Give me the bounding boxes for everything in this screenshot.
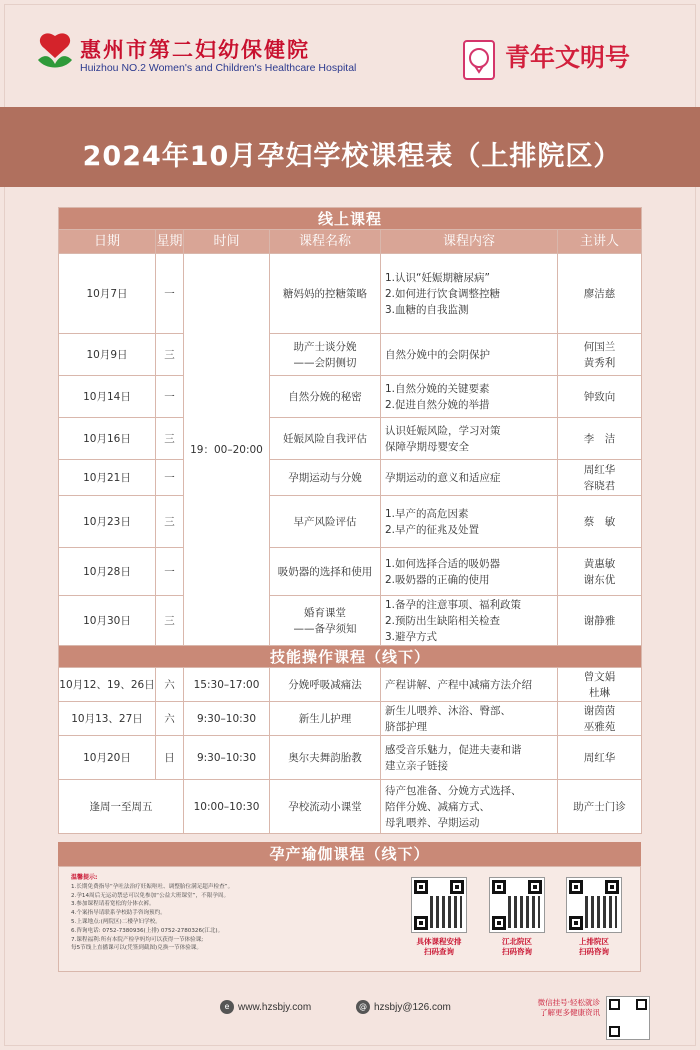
note-line: 每5节线上直播课可以(凭签到截图)兑换一节体验课。 bbox=[71, 945, 202, 952]
cell-line: 黄惠敏 bbox=[583, 557, 616, 570]
course-content-cell bbox=[381, 460, 558, 496]
cell-line: 3.血糖的自我监测 bbox=[385, 303, 469, 316]
brand-title: 青年文明号 bbox=[505, 43, 631, 72]
cell-line: 谢东优 bbox=[583, 573, 616, 586]
table-row bbox=[59, 668, 642, 702]
table-row bbox=[59, 780, 642, 834]
cell-line: 1.如何选择合适的吸奶器 bbox=[385, 557, 501, 570]
schedule-table bbox=[58, 207, 641, 834]
date-cell: 逢周一至周五 bbox=[59, 780, 184, 834]
cell-line: 助产士谈分娩 bbox=[293, 340, 357, 353]
weekday-cell: 三 bbox=[156, 496, 184, 548]
date-cell: 10月28日 bbox=[59, 548, 156, 596]
column-header: 课程名称 bbox=[270, 230, 381, 254]
note-line: 3.参加课程请着宽松的分体衣裤。 bbox=[71, 901, 155, 908]
wechat-qr-code[interactable] bbox=[606, 996, 650, 1040]
cell-line: 自然分娩的秘密 bbox=[288, 390, 362, 403]
speaker-cell bbox=[558, 702, 642, 736]
cell-line: 2.促进自然分娩的举措 bbox=[385, 398, 490, 411]
date-cell: 10月13、27日 bbox=[59, 702, 156, 736]
offline-rows bbox=[59, 668, 642, 834]
table-row bbox=[59, 736, 642, 780]
note-line: 1.长期免费指导“孕吐法治疗妊娠呕吐、调整胎位满足超声检查”。 bbox=[71, 883, 234, 890]
table-row bbox=[59, 702, 642, 736]
wechat-text: 微信挂号·轻松就诊 了解更多健康资讯 bbox=[537, 998, 600, 1017]
column-header: 时间 bbox=[184, 230, 270, 254]
weekday-cell: 日 bbox=[156, 736, 184, 780]
weekday-cell: 六 bbox=[156, 702, 184, 736]
speaker-cell bbox=[558, 334, 642, 376]
speaker-cell bbox=[558, 496, 642, 548]
note-line: 5.上课地点:(两院区)二楼孕妇学校。 bbox=[71, 918, 161, 925]
cell-line: ——会阴侧切 bbox=[293, 356, 357, 369]
time-cell: 9:30–10:30 bbox=[184, 702, 270, 736]
course-content-cell bbox=[381, 702, 558, 736]
notes-panel bbox=[58, 866, 641, 972]
cell-line: 1.备孕的注意事项、福利政策 bbox=[385, 598, 522, 611]
cell-line: 谢茵茵 bbox=[583, 704, 616, 717]
course-name-cell bbox=[270, 460, 381, 496]
cell-line: 早产风险评估 bbox=[293, 515, 357, 528]
cell-line: 母乳喂养、孕期运动 bbox=[385, 816, 480, 829]
cell-line: 孕期运动的意义和适应症 bbox=[385, 471, 501, 484]
weekday-cell: 三 bbox=[156, 334, 184, 376]
course-schedule-qr-code[interactable] bbox=[411, 877, 467, 933]
date-cell: 10月30日 bbox=[59, 596, 156, 646]
youth-badge-icon bbox=[463, 40, 495, 80]
cell-line: 感受音乐魅力，促进夫妻和谐 bbox=[385, 743, 522, 756]
course-content-cell bbox=[381, 376, 558, 418]
note-line: 6.咨询电话: 0752-7380936(上排) 0752-2780326(江北)。 bbox=[71, 927, 224, 934]
course-name-cell bbox=[270, 596, 381, 646]
cell-line: 巫雅苑 bbox=[583, 720, 616, 733]
cell-line: 产程讲解、产程中减痛方法介绍 bbox=[385, 678, 532, 691]
online-section-title: 线上课程 bbox=[59, 208, 642, 230]
notes-list bbox=[71, 874, 401, 953]
hospital-name-en: Huizhou NO.2 Women's and Children's Healthcare Hospital bbox=[80, 62, 357, 74]
speaker-cell bbox=[558, 780, 642, 834]
weekday-cell: 一 bbox=[156, 254, 184, 334]
course-content-cell bbox=[381, 596, 558, 646]
cell-line: 何国兰 bbox=[583, 340, 616, 353]
course-name-cell: 孕校流动小课堂 bbox=[270, 780, 381, 834]
date-cell: 10月23日 bbox=[59, 496, 156, 548]
table-row bbox=[59, 496, 642, 548]
cell-line: 助产士门诊 bbox=[573, 800, 626, 813]
shangpai-qr-code[interactable] bbox=[566, 877, 622, 933]
offline-section-title: 技能操作课程（线下） bbox=[59, 646, 642, 668]
cell-line: 曾文娟 bbox=[583, 670, 616, 683]
cell-line: 钟致向 bbox=[583, 390, 616, 403]
cell-line: 脐部护理 bbox=[385, 720, 427, 733]
course-content-cell bbox=[381, 254, 558, 334]
weekday-cell: 一 bbox=[156, 376, 184, 418]
title-bar bbox=[0, 107, 700, 187]
cell-line: 保障孕期母婴安全 bbox=[385, 440, 469, 453]
course-name-cell bbox=[270, 548, 381, 596]
cell-line: 周红华 bbox=[583, 751, 616, 764]
course-content-cell bbox=[381, 668, 558, 702]
hospital-logo-icon bbox=[34, 30, 76, 70]
date-cell: 10月16日 bbox=[59, 418, 156, 460]
cell-line: 李 洁 bbox=[583, 432, 616, 445]
time-cell: 9:30–10:30 bbox=[184, 736, 270, 780]
course-content-cell bbox=[381, 548, 558, 596]
hospital-name-cn: 惠州市第二妇幼保健院 bbox=[80, 37, 310, 62]
cell-line: 1.自然分娩的关键要素 bbox=[385, 382, 490, 395]
cell-line: 1.认识“妊娠期糖尿病” bbox=[385, 271, 490, 284]
cell-line: 周红华 bbox=[583, 463, 616, 476]
table-row bbox=[59, 418, 642, 460]
header bbox=[0, 0, 700, 100]
speaker-cell bbox=[558, 418, 642, 460]
globe-icon: e bbox=[220, 1000, 234, 1014]
course-name-cell: 分娩呼吸减痛法 bbox=[270, 668, 381, 702]
course-name-cell bbox=[270, 418, 381, 460]
cell-line: 吸奶器的选择和使用 bbox=[277, 565, 373, 578]
speaker-cell bbox=[558, 596, 642, 646]
cell-line: 容晓君 bbox=[583, 479, 616, 492]
cell-line: ——备孕须知 bbox=[293, 622, 357, 635]
date-cell: 10月7日 bbox=[59, 254, 156, 334]
speaker-cell bbox=[558, 254, 642, 334]
speaker-cell bbox=[558, 736, 642, 780]
qr-label: 江北院区 扫码咨询 bbox=[502, 937, 532, 956]
date-cell: 10月14日 bbox=[59, 376, 156, 418]
date-cell: 10月12、19、26日 bbox=[59, 668, 156, 702]
time-cell: 19：00–20:00 bbox=[184, 254, 270, 646]
course-content-cell bbox=[381, 780, 558, 834]
weekday-cell: 六 bbox=[156, 668, 184, 702]
course-name-cell: 新生儿护理 bbox=[270, 702, 381, 736]
course-name-cell bbox=[270, 376, 381, 418]
page-title: 2024年10月孕妇学校课程表（上排院区） bbox=[82, 141, 622, 172]
date-cell: 10月20日 bbox=[59, 736, 156, 780]
weekday-cell: 三 bbox=[156, 596, 184, 646]
course-name-cell bbox=[270, 334, 381, 376]
note-line: 4.个案指导请联系孕校助手咨询预约。 bbox=[71, 910, 166, 917]
email-icon: @ bbox=[356, 1000, 370, 1014]
table-row bbox=[59, 334, 642, 376]
jiangbei-qr-code[interactable] bbox=[489, 877, 545, 933]
date-cell: 10月21日 bbox=[59, 460, 156, 496]
course-content-cell bbox=[381, 334, 558, 376]
cell-line: 2.早产的征兆及处置 bbox=[385, 523, 480, 536]
email-link[interactable]: hzsbjy@126.com bbox=[374, 1002, 451, 1013]
table-row bbox=[59, 548, 642, 596]
speaker-cell bbox=[558, 668, 642, 702]
column-header: 星期 bbox=[156, 230, 184, 254]
cell-line: 建立亲子链接 bbox=[385, 759, 448, 772]
weekday-cell: 三 bbox=[156, 418, 184, 460]
weekday-cell: 一 bbox=[156, 548, 184, 596]
cell-line: 3.避孕方式 bbox=[385, 630, 438, 643]
time-cell: 10:00–10:30 bbox=[184, 780, 270, 834]
cell-line: 孕期运动与分娩 bbox=[288, 471, 362, 484]
cell-line: 认识妊娠风险，学习对策 bbox=[385, 424, 501, 437]
footer bbox=[0, 986, 700, 1050]
cell-line: 廖洁慈 bbox=[583, 287, 616, 300]
cell-line: 自然分娩中的会阴保护 bbox=[385, 348, 490, 361]
date-cell: 10月9日 bbox=[59, 334, 156, 376]
cell-line: 杜琳 bbox=[589, 686, 611, 699]
cell-line: 蔡 敏 bbox=[583, 515, 616, 528]
column-header: 日期 bbox=[59, 230, 156, 254]
qr-label: 具体课程安排 扫码查询 bbox=[416, 937, 462, 956]
course-content-cell bbox=[381, 418, 558, 460]
table-row bbox=[59, 596, 642, 646]
speaker-cell bbox=[558, 376, 642, 418]
cell-line: 2.预防出生缺陷相关检查 bbox=[385, 614, 501, 627]
online-rows bbox=[59, 254, 642, 646]
cell-line: 待产包准备、分娩方式选择、 bbox=[385, 784, 522, 797]
note-line: 7.课程福利:所有本院产检孕妈均可以获得一节体验课; bbox=[71, 936, 204, 943]
course-content-cell bbox=[381, 736, 558, 780]
weekday-cell: 一 bbox=[156, 460, 184, 496]
cell-line: 谢静雅 bbox=[583, 614, 616, 627]
yoga-section-title: 孕产瑜伽课程（线下） bbox=[58, 842, 641, 866]
note-line: 2.孕14周后无运动禁忌可以免参加“公益大班课堂”，不限孕周。 bbox=[71, 892, 230, 899]
table-row bbox=[59, 376, 642, 418]
cell-line: 糖妈妈的控糖策略 bbox=[283, 287, 367, 300]
cell-line: 妊娠风险自我评估 bbox=[283, 432, 367, 445]
website-link[interactable]: www.hzsbjy.com bbox=[238, 1002, 312, 1013]
cell-line: 1.早产的高危因素 bbox=[385, 507, 469, 520]
notes-title: 温馨提示: bbox=[71, 874, 98, 881]
cell-line: 2.吸奶器的正确的使用 bbox=[385, 573, 490, 586]
course-content-cell bbox=[381, 496, 558, 548]
cell-line: 2.如何进行饮食调整控糖 bbox=[385, 287, 501, 300]
course-name-cell bbox=[270, 496, 381, 548]
time-cell: 15:30–17:00 bbox=[184, 668, 270, 702]
speaker-cell bbox=[558, 548, 642, 596]
column-header: 课程内容 bbox=[381, 230, 558, 254]
cell-line: 婚育课堂 bbox=[304, 606, 346, 619]
course-name-cell: 奥尔夫舞韵胎教 bbox=[270, 736, 381, 780]
qr-label: 上排院区 扫码咨询 bbox=[579, 937, 609, 956]
speaker-cell bbox=[558, 460, 642, 496]
column-header: 主讲人 bbox=[558, 230, 642, 254]
course-name-cell bbox=[270, 254, 381, 334]
table-row bbox=[59, 460, 642, 496]
table-row bbox=[59, 254, 642, 334]
cell-line: 陪伴分娩、减痛方式、 bbox=[385, 800, 490, 813]
cell-line: 新生儿喂养、沐浴、臀部、 bbox=[385, 704, 511, 717]
cell-line: 黄秀利 bbox=[583, 356, 616, 369]
